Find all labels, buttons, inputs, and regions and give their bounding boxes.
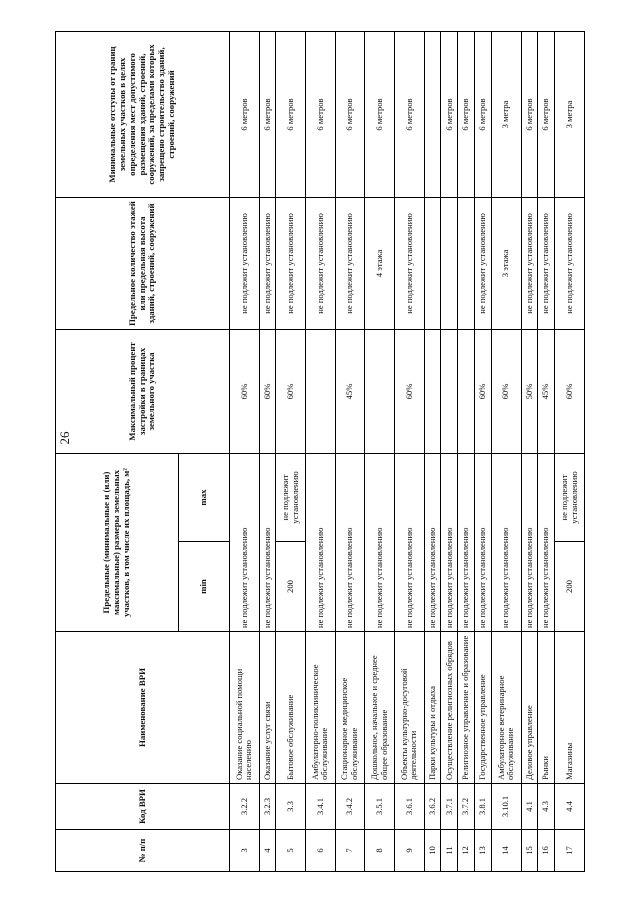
- header-num: № п/п: [56, 830, 230, 872]
- cell-min: 200: [276, 542, 306, 632]
- cell-name: Государственное управление: [475, 632, 492, 784]
- cell-coverage: [365, 329, 395, 453]
- table-body: [230, 31, 585, 871]
- cell-name: Осуществление религиозных обрядов: [441, 632, 458, 784]
- cell-coverage: 60%: [555, 329, 585, 453]
- rotated-table-container: [55, 32, 585, 872]
- cell-min: не подлежит установлению: [365, 453, 395, 631]
- cell-floors: 3 этажа: [491, 197, 521, 329]
- cell-num: 13: [475, 830, 492, 872]
- cell-code: 4.1: [521, 784, 538, 830]
- cell-name: Оказание услуг связи: [259, 632, 276, 784]
- cell-num: 12: [458, 830, 475, 872]
- cell-floors: не подлежит установлению: [521, 197, 538, 329]
- cell-code: 3.5.1: [365, 784, 395, 830]
- cell-num: 7: [335, 830, 365, 872]
- cell-coverage: 50%: [521, 329, 538, 453]
- cell-floors: не подлежит установлению: [259, 197, 276, 329]
- cell-min: не подлежит установлению: [458, 453, 475, 631]
- table-row: [521, 31, 538, 871]
- cell-num: 10: [424, 830, 441, 872]
- cell-min: не подлежит установлению: [424, 453, 441, 631]
- cell-code: 3.7.1: [441, 784, 458, 830]
- cell-floors: [441, 197, 458, 329]
- cell-setback: 6 метров: [538, 31, 555, 197]
- cell-floors: не подлежит установлению: [538, 197, 555, 329]
- cell-num: 8: [365, 830, 395, 872]
- header-area: Предельные (минимальные и (или) максимальные) размеры земельных участков, в том числе их площадь, м²: [56, 453, 179, 631]
- cell-coverage: 60%: [475, 329, 492, 453]
- header-area-min: min: [179, 542, 230, 632]
- cell-name: Бытовое обслуживание: [276, 632, 306, 784]
- cell-min: не подлежит установлению: [335, 453, 365, 631]
- cell-min: не подлежит установлению: [259, 453, 276, 631]
- cell-num: 14: [491, 830, 521, 872]
- table-row: [395, 31, 425, 871]
- cell-num: 6: [306, 830, 336, 872]
- table-row: [335, 31, 365, 871]
- cell-num: 4: [259, 830, 276, 872]
- cell-max: не подлежит установлению: [555, 453, 585, 541]
- cell-setback: 6 метров: [365, 31, 395, 197]
- cell-num: 15: [521, 830, 538, 872]
- table-row: [259, 31, 276, 871]
- cell-coverage: [424, 329, 441, 453]
- cell-setback: 3 метра: [555, 31, 585, 197]
- cell-code: 3.2.2: [230, 784, 260, 830]
- header-area-max: max: [179, 453, 230, 541]
- cell-min: не подлежит установлению: [538, 453, 555, 631]
- table-row: [538, 31, 555, 871]
- cell-num: 16: [538, 830, 555, 872]
- cell-name: Амбулаторное ветеринарное обслуживание: [491, 632, 521, 784]
- cell-name: Дошкольное, начальное и среднее общее образование: [365, 632, 395, 784]
- cell-coverage: 45%: [538, 329, 555, 453]
- cell-coverage: 60%: [491, 329, 521, 453]
- cell-name: Парки культуры и отдыха: [424, 632, 441, 784]
- table-row: [424, 31, 441, 871]
- cell-name: Деловое управление: [521, 632, 538, 784]
- table-row: [458, 31, 475, 871]
- cell-setback: 6 метров: [335, 31, 365, 197]
- table-row: [365, 31, 395, 871]
- cell-name: Стационарное медицинское обслуживание: [335, 632, 365, 784]
- cell-num: 3: [230, 830, 260, 872]
- cell-setback: 6 метров: [475, 31, 492, 197]
- cell-floors: 4 этажа: [365, 197, 395, 329]
- cell-setback: 6 метров: [259, 31, 276, 197]
- page-number: 26: [57, 431, 72, 445]
- cell-setback: 6 метров: [458, 31, 475, 197]
- cell-coverage: 45%: [335, 329, 365, 453]
- cell-name: Магазины: [555, 632, 585, 784]
- table-row: [475, 31, 492, 871]
- cell-floors: не подлежит установлению: [555, 197, 585, 329]
- table-row: [441, 31, 458, 871]
- table-row: [306, 31, 336, 871]
- cell-setback: 6 метров: [395, 31, 425, 197]
- cell-num: 17: [555, 830, 585, 872]
- header-name: Наименование ВРИ: [56, 632, 230, 784]
- cell-coverage: [441, 329, 458, 453]
- cell-floors: не подлежит установлению: [475, 197, 492, 329]
- cell-num: 11: [441, 830, 458, 872]
- cell-max: не подлежит установлению: [276, 453, 306, 541]
- cell-name: Амбулаторно-поликлиническое обслуживание: [306, 632, 336, 784]
- cell-setback: 6 метров: [276, 31, 306, 197]
- header-setback: Минимальные отступы от границ земельных участков в целях определения мест допустимого размещения зданий, строений, сооружений, за пределами которых запрещено строительство зданий, строений, сооружений: [56, 31, 230, 197]
- cell-min: не подлежит установлению: [306, 453, 336, 631]
- cell-code: 3.6.2: [424, 784, 441, 830]
- cell-floors: не подлежит установлению: [395, 197, 425, 329]
- cell-code: 3.6.1: [395, 784, 425, 830]
- cell-floors: [424, 197, 441, 329]
- cell-name: Религиозное управление и образование: [458, 632, 475, 784]
- cell-setback: 6 метров: [441, 31, 458, 197]
- cell-min: не подлежит установлению: [475, 453, 492, 631]
- cell-coverage: 60%: [259, 329, 276, 453]
- cell-coverage: [306, 329, 336, 453]
- table-row: [276, 31, 306, 871]
- cell-min: не подлежит установлению: [230, 453, 260, 631]
- cell-name: Рынки: [538, 632, 555, 784]
- cell-setback: [424, 31, 441, 197]
- cell-floors: не подлежит установлению: [306, 197, 336, 329]
- cell-setback: 6 метров: [230, 31, 260, 197]
- cell-name: Объекты культурно-досуговой деятельности: [395, 632, 425, 784]
- cell-setback: 6 метров: [521, 31, 538, 197]
- cell-code: 3.4.2: [335, 784, 365, 830]
- table-row: [230, 31, 260, 871]
- cell-code: 3.3: [276, 784, 306, 830]
- cell-setback: 6 метров: [306, 31, 336, 197]
- cell-code: 3.8.1: [475, 784, 492, 830]
- cell-min: не подлежит установлению: [441, 453, 458, 631]
- header-floors: Предельное количество этажей или предельная высота зданий, строений, сооружений: [56, 197, 230, 329]
- cell-floors: не подлежит установлению: [230, 197, 260, 329]
- header-coverage: Максимальный процент застройки в границах земельного участка: [56, 329, 230, 453]
- cell-code: 3.10.1: [491, 784, 521, 830]
- cell-min: не подлежит установлению: [395, 453, 425, 631]
- cell-num: 5: [276, 830, 306, 872]
- regulations-table: [55, 31, 585, 872]
- cell-floors: [458, 197, 475, 329]
- cell-coverage: 60%: [230, 329, 260, 453]
- cell-code: 4.3: [538, 784, 555, 830]
- cell-min: не подлежит установлению: [491, 453, 521, 631]
- cell-code: 4.4: [555, 784, 585, 830]
- cell-num: 9: [395, 830, 425, 872]
- cell-floors: не подлежит установлению: [335, 197, 365, 329]
- cell-coverage: 60%: [395, 329, 425, 453]
- cell-min: 200: [555, 542, 585, 632]
- table-row: [491, 31, 521, 871]
- cell-setback: 3 метра: [491, 31, 521, 197]
- cell-min: не подлежит установлению: [521, 453, 538, 631]
- table-row: [555, 31, 585, 871]
- cell-floors: не подлежит установлению: [276, 197, 306, 329]
- cell-coverage: 60%: [276, 329, 306, 453]
- header-code: Код ВРИ: [56, 784, 230, 830]
- cell-code: 3.2.3: [259, 784, 276, 830]
- cell-code: 3.4.1: [306, 784, 336, 830]
- cell-coverage: [458, 329, 475, 453]
- cell-code: 3.7.2: [458, 784, 475, 830]
- cell-name: Оказание социальной помощи населению: [230, 632, 260, 784]
